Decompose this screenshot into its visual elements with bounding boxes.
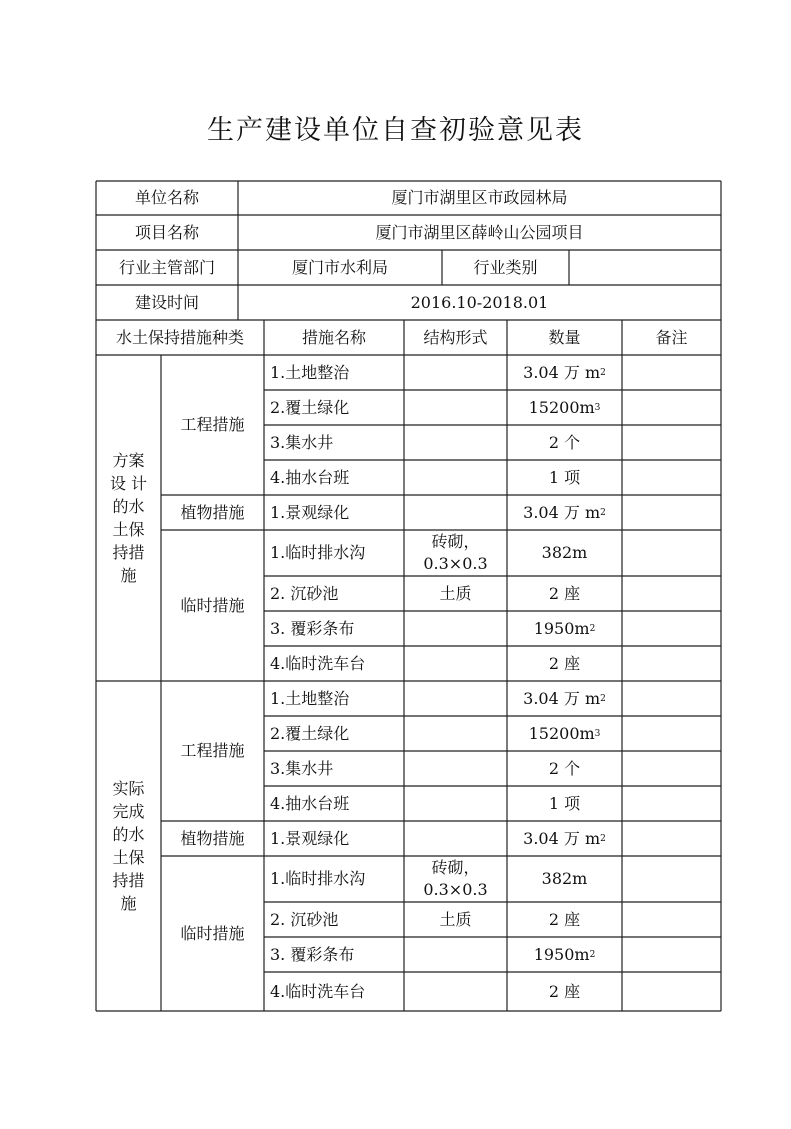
measure-name: 4.抽水台班 (270, 793, 350, 813)
measure-quantity: 2 座 (548, 981, 581, 1001)
measure-quantity: 382m (541, 543, 588, 562)
measure-name: 2. 沉砂池 (270, 909, 339, 929)
col-header-type: 水土保持措施种类 (115, 327, 244, 347)
measure-name: 4.临时洗车台 (270, 653, 366, 673)
build-time-label: 建设时间 (134, 292, 199, 312)
project-name-label: 项目名称 (134, 222, 199, 242)
page-title: 生产建设单位自查初验意见表 (207, 115, 584, 146)
group-label-plant: 植物措施 (180, 828, 245, 848)
measure-name: 3.集水井 (270, 432, 334, 452)
measure-quantity: 2 个 (548, 758, 581, 778)
measure-structure: 砖砌，0.3×0.3 (423, 532, 488, 573)
measure-quantity: 3.04 万 m 2 (523, 688, 606, 708)
measure-name: 1.景观绿化 (270, 502, 350, 522)
group-label-plant: 植物措施 (180, 502, 245, 522)
measure-quantity: 3.04 万 m 2 (523, 502, 606, 522)
measure-name: 2. 沉砂池 (270, 583, 339, 603)
category-value (569, 250, 721, 285)
measure-name: 3. 覆彩条布 (270, 618, 355, 638)
col-header-name: 措施名称 (301, 327, 366, 347)
group-label-temporary: 临时措施 (180, 595, 245, 615)
group-label-temporary: 临时措施 (180, 923, 245, 943)
measure-name: 1.景观绿化 (270, 828, 350, 848)
measure-name: 2.覆土绿化 (270, 723, 350, 743)
measure-quantity: 2 座 (548, 909, 581, 929)
measure-structure: 土质 (439, 909, 472, 929)
measure-quantity: 382m (541, 869, 588, 888)
category-label: 行业类别 (473, 257, 538, 277)
measure-name: 1.土地整治 (270, 688, 350, 708)
col-header-structure: 结构形式 (423, 327, 488, 347)
measure-quantity: 2 座 (548, 583, 581, 603)
measure-structure: 土质 (439, 583, 472, 603)
build-time-value: 2016.10-2018.01 (410, 292, 549, 312)
unit-name-value: 厦门市湖里区市政园林局 (391, 188, 568, 207)
section-label-actual: 实际 完成 的水 土保 持措 施 (112, 779, 145, 913)
measure-structure: 砖砌，0.3×0.3 (423, 858, 488, 899)
dept-value: 厦门市水利局 (291, 257, 388, 277)
dept-label: 行业主管部门 (118, 257, 215, 277)
measure-name: 4.抽水台班 (270, 467, 350, 487)
measure-quantity: 2 个 (548, 432, 581, 452)
group-label-engineering: 工程措施 (180, 741, 245, 760)
col-header-quantity: 数量 (548, 327, 581, 347)
measure-quantity: 15200m 3 (528, 397, 601, 417)
measure-name: 1.临时排水沟 (270, 869, 366, 888)
col-header-remark: 备注 (655, 327, 688, 347)
measure-name: 3. 覆彩条布 (270, 944, 355, 964)
measure-quantity: 2 座 (548, 653, 581, 673)
group-label-engineering: 工程措施 (180, 415, 245, 434)
measure-name: 4.临时洗车台 (270, 981, 366, 1001)
measure-name: 1.临时排水沟 (270, 543, 366, 562)
unit-name-label: 单位名称 (134, 188, 199, 207)
measure-quantity: 1 项 (548, 467, 581, 487)
measure-name: 3.集水井 (270, 758, 334, 778)
measure-quantity: 15200m 3 (528, 723, 601, 743)
project-name-value: 厦门市湖里区薛岭山公园项目 (375, 222, 584, 242)
measure-quantity: 3.04 万 m 2 (523, 828, 606, 848)
measure-name: 2.覆土绿化 (270, 397, 350, 417)
measure-quantity: 1 项 (548, 793, 581, 813)
measure-quantity: 3.04 万 m 2 (523, 362, 606, 382)
measure-quantity: 1950m 2 (533, 944, 596, 964)
measure-name: 1.土地整治 (270, 362, 350, 382)
section-label-planned: 方案 设 计 的水 土保 持措 施 (109, 451, 148, 585)
measure-quantity: 1950m 2 (533, 618, 596, 638)
